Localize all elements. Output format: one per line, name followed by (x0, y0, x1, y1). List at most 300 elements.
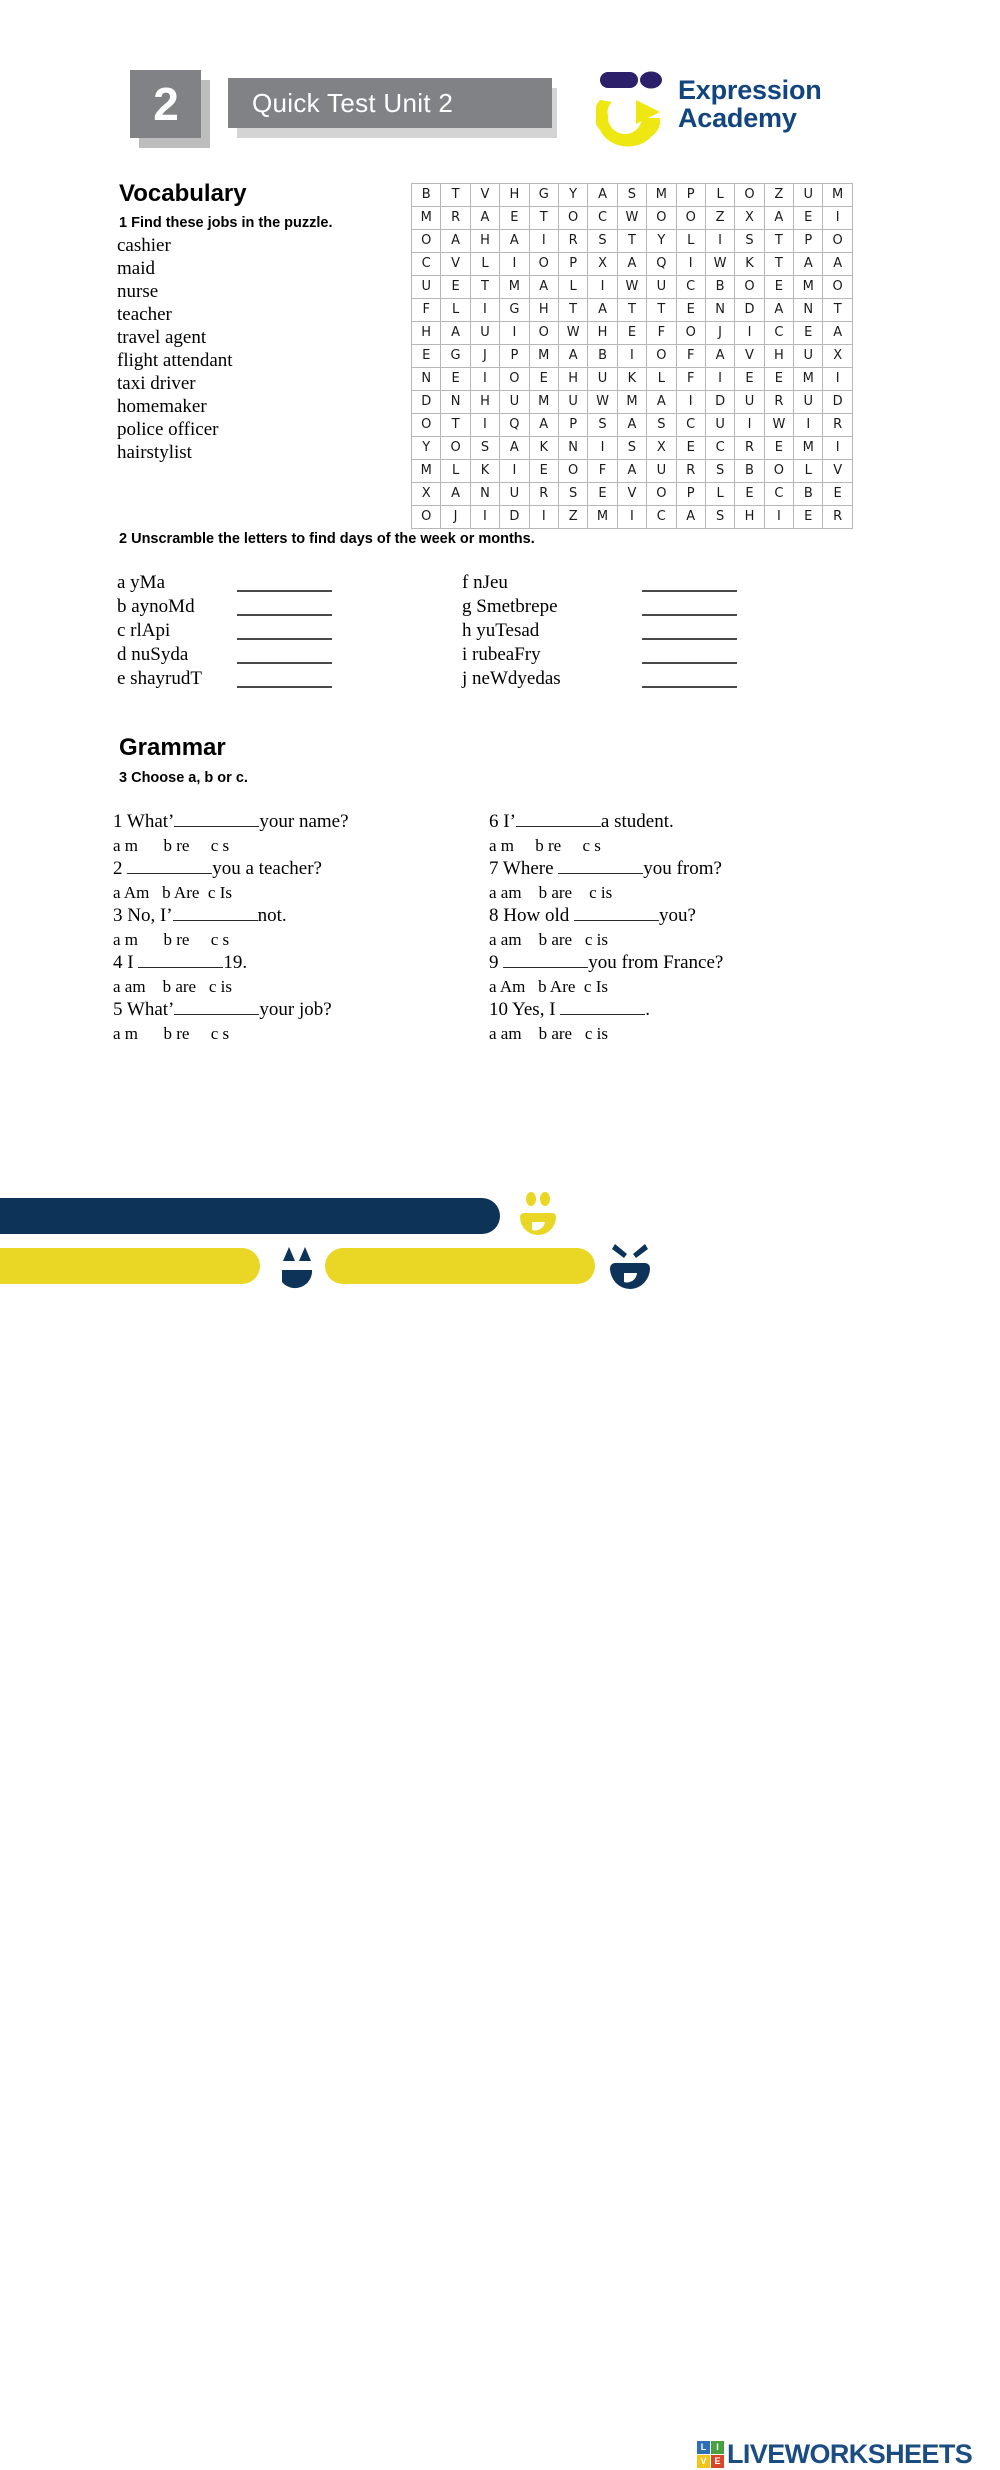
word-search-cell[interactable]: T (617, 230, 646, 253)
word-search-cell[interactable]: I (823, 437, 852, 460)
word-search-cell[interactable]: U (412, 276, 441, 299)
word-search-cell[interactable]: E (676, 437, 705, 460)
word-search-cell[interactable]: F (647, 322, 676, 345)
word-search-cell[interactable]: M (529, 345, 558, 368)
word-search-cell[interactable]: J (441, 506, 470, 529)
word-search-cell[interactable]: U (794, 391, 823, 414)
word-search-cell[interactable]: R (823, 506, 852, 529)
unscramble-answer-blank[interactable] (642, 662, 737, 664)
word-search-cell[interactable]: I (764, 506, 793, 529)
word-search-cell[interactable]: B (794, 483, 823, 506)
word-search-cell[interactable]: A (705, 345, 734, 368)
word-search-cell[interactable]: I (529, 230, 558, 253)
footer-bar-yellow-left (0, 1248, 260, 1284)
word-search-cell[interactable]: Q (647, 253, 676, 276)
unscramble-row (117, 644, 332, 668)
word-search-cell[interactable]: S (705, 460, 734, 483)
grammar-options[interactable]: a m b re c s (113, 1023, 230, 1043)
word-search-cell[interactable]: T (470, 276, 499, 299)
word-search-cell[interactable]: C (412, 253, 441, 276)
word-search-cell[interactable]: U (588, 368, 617, 391)
word-search-cell[interactable]: H (529, 299, 558, 322)
word-search-cell[interactable]: R (558, 230, 587, 253)
grammar-question (489, 810, 859, 834)
word-search-cell[interactable]: A (823, 322, 852, 345)
word-search-cell[interactable]: I (500, 460, 529, 483)
grammar-answer-blank[interactable] (516, 826, 601, 827)
word-search-cell[interactable]: B (412, 184, 441, 207)
word-search-cell[interactable]: S (558, 483, 587, 506)
word-search-grid-body (412, 184, 853, 529)
word-search-cell[interactable]: O (500, 368, 529, 391)
word-search-cell[interactable]: L (676, 230, 705, 253)
word-search-cell[interactable]: A (617, 414, 646, 437)
word-search-cell[interactable]: I (823, 207, 852, 230)
word-search-cell[interactable]: I (529, 506, 558, 529)
word-search-cell[interactable]: U (558, 391, 587, 414)
word-search-cell[interactable]: S (588, 230, 617, 253)
unscramble-answer-blank[interactable] (642, 638, 737, 640)
word-search-cell[interactable]: A (823, 253, 852, 276)
unscramble-answer-blank[interactable] (642, 614, 737, 616)
grammar-options[interactable]: a am b are c is (489, 1023, 608, 1043)
word-search-cell[interactable]: A (441, 230, 470, 253)
word-search-cell[interactable]: K (529, 437, 558, 460)
word-search-cell[interactable]: B (588, 345, 617, 368)
job-word-item: travel agent (117, 327, 207, 348)
word-search-cell[interactable]: L (647, 368, 676, 391)
word-search-cell[interactable]: M (617, 391, 646, 414)
word-search-cell[interactable]: Y (412, 437, 441, 460)
word-search-cell[interactable]: I (705, 368, 734, 391)
word-search-cell[interactable]: O (647, 207, 676, 230)
word-search-cell[interactable]: O (558, 207, 587, 230)
word-search-cell[interactable]: U (500, 483, 529, 506)
word-search-cell[interactable]: M (500, 276, 529, 299)
word-search-cell[interactable]: O (529, 253, 558, 276)
word-search-cell[interactable]: K (470, 460, 499, 483)
word-search-cell[interactable]: N (705, 299, 734, 322)
word-search-cell[interactable]: E (441, 368, 470, 391)
unscramble-row (117, 572, 332, 596)
word-search-cell[interactable]: A (588, 299, 617, 322)
word-search-cell[interactable]: U (500, 391, 529, 414)
word-search-cell[interactable]: R (676, 460, 705, 483)
title-bar (228, 78, 552, 128)
word-search-cell[interactable]: P (676, 184, 705, 207)
grammar-question-prefix: 2 (113, 858, 128, 879)
word-search-cell[interactable]: I (676, 253, 705, 276)
page-title: Quick Test Unit 2 (252, 87, 454, 118)
grammar-options[interactable]: a am b are c is (113, 976, 232, 996)
word-search-cell[interactable]: S (735, 230, 764, 253)
unscramble-word: g Smetbrepe (462, 596, 558, 617)
word-search-cell[interactable]: W (558, 322, 587, 345)
grammar-options[interactable]: a m b re c s (113, 929, 230, 949)
word-search-cell[interactable]: E (676, 299, 705, 322)
word-search-cell[interactable]: V (441, 253, 470, 276)
word-search-cell[interactable]: Z (558, 506, 587, 529)
word-search-cell[interactable]: U (647, 460, 676, 483)
word-search-cell[interactable]: O (823, 230, 852, 253)
word-search-cell[interactable]: E (588, 483, 617, 506)
grammar-options[interactable]: a am b are c is (489, 882, 613, 902)
word-search-cell[interactable]: G (500, 299, 529, 322)
word-search-cell[interactable]: O (823, 276, 852, 299)
word-search-cell[interactable]: S (617, 184, 646, 207)
word-search-cell[interactable]: E (412, 345, 441, 368)
word-search-cell[interactable]: K (617, 368, 646, 391)
unscramble-word: e shayrudT (117, 668, 202, 689)
word-search-row (412, 253, 853, 276)
word-search-cell[interactable]: E (764, 276, 793, 299)
word-search-cell[interactable]: O (676, 322, 705, 345)
word-search-cell[interactable]: R (441, 207, 470, 230)
word-search-cell[interactable]: J (470, 345, 499, 368)
grammar-question (113, 810, 483, 834)
word-search-cell[interactable]: E (441, 276, 470, 299)
exercise-3-instruction: 3 Choose a, b or c. (119, 770, 248, 786)
word-search-cell[interactable]: H (735, 506, 764, 529)
word-search-cell[interactable]: L (705, 184, 734, 207)
grammar-options[interactable]: a am b are c is (489, 929, 608, 949)
word-search-cell[interactable]: N (470, 483, 499, 506)
word-search-cell[interactable]: A (558, 345, 587, 368)
word-search-cell[interactable]: T (441, 184, 470, 207)
word-search-grid[interactable] (411, 183, 853, 529)
word-search-cell[interactable]: H (470, 230, 499, 253)
word-search-cell[interactable]: I (470, 368, 499, 391)
word-search-cell[interactable]: I (588, 437, 617, 460)
word-search-cell[interactable]: C (588, 207, 617, 230)
word-search-cell[interactable]: I (470, 299, 499, 322)
word-search-cell[interactable]: A (764, 207, 793, 230)
word-search-cell[interactable]: H (412, 322, 441, 345)
word-search-cell[interactable]: S (588, 414, 617, 437)
word-search-cell[interactable]: O (676, 207, 705, 230)
word-search-cell[interactable]: Z (764, 184, 793, 207)
word-search-cell[interactable]: O (412, 506, 441, 529)
word-search-cell[interactable]: O (412, 414, 441, 437)
word-search-cell[interactable]: Y (558, 184, 587, 207)
page-header (0, 0, 1000, 165)
word-search-cell[interactable]: O (441, 437, 470, 460)
unscramble-answer-blank[interactable] (237, 638, 332, 640)
expression-academy-smiley-icon (596, 64, 678, 150)
word-search-cell[interactable]: L (441, 460, 470, 483)
liveworksheets-wordmark: LIVEWORKSHEETS (727, 2438, 973, 2469)
word-search-cell[interactable]: T (558, 299, 587, 322)
word-search-cell[interactable]: T (764, 230, 793, 253)
word-search-cell[interactable]: L (558, 276, 587, 299)
word-search-cell[interactable]: X (823, 345, 852, 368)
word-search-cell[interactable]: V (617, 483, 646, 506)
word-search-cell[interactable]: W (764, 414, 793, 437)
word-search-cell[interactable]: B (735, 460, 764, 483)
word-search-cell[interactable]: A (617, 460, 646, 483)
word-search-cell[interactable]: A (794, 253, 823, 276)
word-search-cell[interactable]: D (705, 391, 734, 414)
word-search-cell[interactable]: E (794, 207, 823, 230)
word-search-cell[interactable]: A (676, 506, 705, 529)
word-search-cell[interactable]: O (647, 345, 676, 368)
word-search-cell[interactable]: H (764, 345, 793, 368)
word-search-cell[interactable]: E (794, 322, 823, 345)
unscramble-word: f nJeu (462, 572, 508, 593)
word-search-cell[interactable]: T (764, 253, 793, 276)
unscramble-row (462, 668, 737, 692)
word-search-cell[interactable]: D (823, 391, 852, 414)
word-search-cell[interactable]: Y (647, 230, 676, 253)
word-search-cell[interactable]: T (823, 299, 852, 322)
word-search-cell[interactable]: A (588, 184, 617, 207)
grammar-column-left (113, 810, 483, 1045)
grammar-answer-blank[interactable] (174, 1014, 259, 1015)
word-search-cell[interactable]: M (529, 391, 558, 414)
word-search-cell[interactable]: M (588, 506, 617, 529)
word-search-cell[interactable]: I (617, 345, 646, 368)
unscramble-answer-blank[interactable] (642, 590, 737, 592)
liveworksheets-live-squares (697, 2441, 724, 2468)
word-search-cell[interactable]: O (647, 483, 676, 506)
word-search-cell[interactable]: E (823, 483, 852, 506)
grammar-options[interactable]: a m b re c s (489, 835, 601, 855)
word-search-cell[interactable]: O (412, 230, 441, 253)
word-search-cell[interactable]: A (647, 391, 676, 414)
unscramble-answer-blank[interactable] (237, 662, 332, 664)
word-search-cell[interactable]: I (676, 391, 705, 414)
word-search-cell[interactable]: D (500, 506, 529, 529)
unscramble-answer-blank[interactable] (237, 590, 332, 592)
word-search-cell[interactable]: J (705, 322, 734, 345)
word-search-cell[interactable]: Q (500, 414, 529, 437)
word-search-cell[interactable]: R (529, 483, 558, 506)
word-search-cell[interactable]: S (647, 414, 676, 437)
word-search-cell[interactable]: U (794, 184, 823, 207)
grammar-options[interactable]: a m b re c s (113, 835, 230, 855)
brand-logo (596, 64, 886, 150)
word-search-cell[interactable]: L (441, 299, 470, 322)
word-search-cell[interactable]: C (764, 322, 793, 345)
word-search-cell[interactable]: U (470, 322, 499, 345)
grammar-question-prefix: 10 Yes, I (489, 999, 561, 1020)
grammar-question-suffix: you from? (643, 858, 722, 879)
grammar-question-prefix: 4 I (113, 952, 139, 973)
word-search-cell[interactable]: H (588, 322, 617, 345)
word-search-cell[interactable]: N (412, 368, 441, 391)
word-search-cell[interactable]: T (529, 207, 558, 230)
grammar-answer-blank[interactable] (503, 967, 588, 968)
word-search-cell[interactable]: P (558, 414, 587, 437)
word-search-cell[interactable]: U (647, 276, 676, 299)
word-search-cell[interactable]: E (617, 322, 646, 345)
word-search-cell[interactable]: R (823, 414, 852, 437)
grammar-options[interactable]: a Am b Are c Is (113, 882, 232, 902)
liveworksheets-logo (697, 2439, 972, 2469)
word-search-cell[interactable]: X (588, 253, 617, 276)
word-search-cell[interactable]: R (764, 391, 793, 414)
grammar-options[interactable]: a Am b Are c Is (489, 976, 608, 996)
word-search-cell[interactable]: W (617, 276, 646, 299)
word-search-cell[interactable]: E (764, 368, 793, 391)
word-search-cell[interactable]: G (441, 345, 470, 368)
job-word-item: nurse (117, 281, 159, 302)
word-search-cell[interactable]: S (617, 437, 646, 460)
word-search-cell[interactable]: I (588, 276, 617, 299)
word-search-cell[interactable]: A (500, 230, 529, 253)
word-search-cell[interactable]: T (647, 299, 676, 322)
grammar-question-suffix: . (645, 999, 651, 1020)
grammar-answer-blank[interactable] (558, 873, 643, 874)
word-search-cell[interactable]: L (705, 483, 734, 506)
word-search-cell[interactable]: M (794, 276, 823, 299)
word-search-cell[interactable]: N (558, 437, 587, 460)
word-search-cell[interactable]: F (588, 460, 617, 483)
word-search-cell[interactable]: D (412, 391, 441, 414)
word-search-cell[interactable]: R (735, 437, 764, 460)
word-search-cell[interactable]: B (705, 276, 734, 299)
word-search-cell[interactable]: M (823, 184, 852, 207)
grammar-answer-blank[interactable] (138, 967, 223, 968)
word-search-cell[interactable]: W (617, 207, 646, 230)
word-search-cell[interactable]: C (647, 506, 676, 529)
word-search-cell[interactable]: H (470, 391, 499, 414)
grammar-question-suffix: your job? (259, 999, 332, 1020)
word-search-cell[interactable]: U (705, 414, 734, 437)
word-search-cell[interactable]: A (500, 437, 529, 460)
word-search-cell[interactable]: C (676, 276, 705, 299)
word-search-cell[interactable]: S (470, 437, 499, 460)
word-search-cell[interactable]: N (794, 299, 823, 322)
grammar-answer-blank[interactable] (173, 920, 258, 921)
grammar-question (489, 904, 859, 928)
word-search-cell[interactable]: H (500, 184, 529, 207)
job-word-item: homemaker (117, 396, 207, 417)
word-search-cell[interactable]: T (441, 414, 470, 437)
word-search-cell[interactable]: Z (705, 207, 734, 230)
word-search-cell[interactable]: I (705, 230, 734, 253)
grammar-question (489, 951, 859, 975)
word-search-cell[interactable]: A (764, 299, 793, 322)
word-search-cell[interactable]: I (500, 253, 529, 276)
word-search-cell[interactable]: F (676, 368, 705, 391)
word-search-cell[interactable]: X (412, 483, 441, 506)
unscramble-row (117, 596, 332, 620)
word-search-cell[interactable]: O (764, 460, 793, 483)
word-search-cell[interactable]: I (470, 414, 499, 437)
word-search-cell[interactable]: X (647, 437, 676, 460)
grammar-answer-blank[interactable] (127, 873, 212, 874)
word-search-cell[interactable]: U (735, 391, 764, 414)
word-search-cell[interactable]: C (705, 437, 734, 460)
word-search-cell[interactable]: F (412, 299, 441, 322)
word-search-cell[interactable]: G (529, 184, 558, 207)
word-search-cell[interactable]: U (794, 345, 823, 368)
word-search-cell[interactable]: L (470, 253, 499, 276)
word-search-cell[interactable]: A (470, 207, 499, 230)
word-search-cell[interactable]: S (705, 506, 734, 529)
word-search-cell[interactable]: M (794, 437, 823, 460)
unscramble-answer-blank[interactable] (237, 686, 332, 688)
job-word-item: police officer (117, 419, 219, 440)
grammar-question-suffix: your name? (259, 811, 349, 832)
grammar-answer-blank[interactable] (574, 920, 659, 921)
word-search-cell[interactable]: I (735, 322, 764, 345)
grammar-answer-blank[interactable] (174, 826, 259, 827)
grammar-question-suffix: you a teacher? (212, 858, 322, 879)
unscramble-word: j neWdyedas (462, 668, 561, 689)
word-search-cell[interactable]: L (794, 460, 823, 483)
word-search-row (412, 345, 853, 368)
word-search-cell[interactable]: M (647, 184, 676, 207)
word-search-cell[interactable]: F (676, 345, 705, 368)
unscramble-row (117, 668, 332, 692)
unscramble-answer-blank[interactable] (237, 614, 332, 616)
word-search-cell[interactable]: N (441, 391, 470, 414)
word-search-cell[interactable]: I (735, 414, 764, 437)
word-search-cell[interactable]: E (500, 207, 529, 230)
word-search-cell[interactable]: M (412, 460, 441, 483)
word-search-cell[interactable]: I (617, 506, 646, 529)
word-search-cell[interactable]: O (529, 322, 558, 345)
word-search-cell[interactable]: M (412, 207, 441, 230)
word-search-cell[interactable]: V (823, 460, 852, 483)
word-search-cell[interactable]: E (529, 368, 558, 391)
word-search-cell[interactable]: O (735, 184, 764, 207)
grammar-answer-blank[interactable] (560, 1014, 645, 1015)
word-search-cell[interactable]: O (558, 460, 587, 483)
word-search-cell[interactable]: D (735, 299, 764, 322)
word-search-cell[interactable]: I (470, 506, 499, 529)
word-search-cell[interactable]: E (735, 483, 764, 506)
word-search-cell[interactable]: A (441, 322, 470, 345)
word-search-cell[interactable]: T (617, 299, 646, 322)
word-search-cell[interactable]: A (441, 483, 470, 506)
word-search-cell[interactable]: M (794, 368, 823, 391)
word-search-cell[interactable]: E (764, 437, 793, 460)
word-search-cell[interactable]: W (705, 253, 734, 276)
word-search-cell[interactable]: V (735, 345, 764, 368)
word-search-cell[interactable]: E (529, 460, 558, 483)
unscramble-answer-blank[interactable] (642, 686, 737, 688)
grammar-section-title: Grammar (119, 734, 226, 761)
word-search-cell[interactable]: E (794, 506, 823, 529)
word-search-cell[interactable]: I (794, 414, 823, 437)
grammar-question-suffix: you from France? (588, 952, 724, 973)
word-search-cell[interactable]: X (735, 207, 764, 230)
word-search-cell[interactable]: A (529, 276, 558, 299)
word-search-cell[interactable]: I (500, 322, 529, 345)
word-search-cell[interactable]: E (735, 368, 764, 391)
word-search-cell[interactable]: C (676, 414, 705, 437)
word-search-cell[interactable]: C (764, 483, 793, 506)
footer-bar-yellow-right (325, 1248, 595, 1284)
word-search-cell[interactable]: H (558, 368, 587, 391)
word-search-cell[interactable]: W (588, 391, 617, 414)
word-search-cell[interactable]: P (794, 230, 823, 253)
word-search-cell[interactable]: P (558, 253, 587, 276)
word-search-cell[interactable]: V (470, 184, 499, 207)
unscramble-word: c rlApi (117, 620, 171, 641)
word-search-cell[interactable]: O (735, 276, 764, 299)
word-search-cell[interactable]: A (529, 414, 558, 437)
word-search-cell[interactable]: I (823, 368, 852, 391)
word-search-cell[interactable]: A (617, 253, 646, 276)
word-search-cell[interactable]: P (500, 345, 529, 368)
word-search-cell[interactable]: P (676, 483, 705, 506)
liveworksheets-square-l: L (697, 2441, 710, 2454)
word-search-cell[interactable]: K (735, 253, 764, 276)
